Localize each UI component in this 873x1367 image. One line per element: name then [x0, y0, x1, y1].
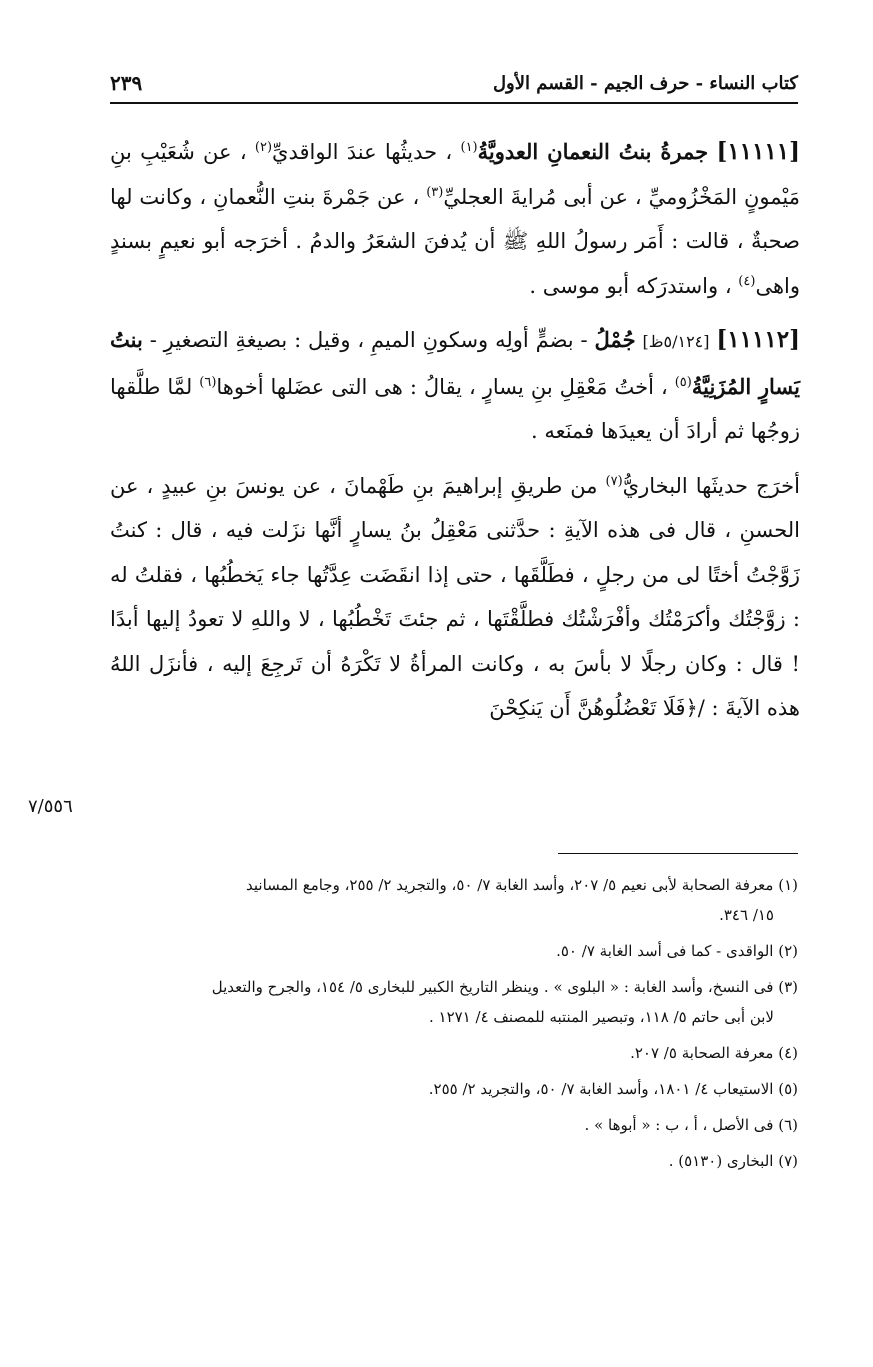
footnote: (٥) الاستيعاب ٤/ ١٨٠١، وأسد الغابة ٧/ ٥٠، والتجريد ٢/ ٢٥٥. [428, 1080, 798, 1098]
footnote-ref: (٧) [605, 473, 623, 489]
entry-name-full: بنتُ يَسارٍ المُزَنِيَّةُ [110, 327, 800, 399]
footnotes [110, 870, 798, 1182]
entry-name: جمرةُ بنتُ النعمانِ العدويَّةُ [477, 139, 709, 164]
footnote: (٣) فى النسخ، وأسد الغابة : « البلوى » . وينظر التاريخ الكبير للبخارى ٥/ ١٥٤، والجرح والتعديل لابن أبى حاتم ٥/ ١١٨، وتبصير المنتبه للمصنف ٤/ ١٢٧١ . [211, 978, 798, 1026]
entry-text: - بضمٍّ أولِه وسكونِ الميمِ ، وقيل : بصيغةِ التصغيرِ - [149, 328, 588, 352]
footnote-ref: (٤) [738, 273, 756, 289]
marginal-reference: ٧/٥٥٦ [28, 796, 73, 817]
footnote-ref: (٣) [426, 184, 444, 200]
footnote-ref: (١) [460, 140, 478, 155]
page-number: ٢٣٩ [110, 71, 143, 95]
running-title: كتاب النساء - حرف الجيم - القسم الأول [492, 72, 798, 94]
entry-text: ، واستدرَكه أبو موسى . [529, 273, 732, 298]
entry-11111 [110, 130, 800, 308]
entry-text: لمَّا طلَّقها زوجُها ثم أرادَ أن يعيدَها فمنَعه . [110, 374, 800, 443]
footnote-divider [558, 853, 798, 854]
footnote-ref: (٦) [199, 374, 217, 390]
main-text [110, 130, 800, 741]
hadith-paragraph [110, 464, 800, 731]
entry-name: جُمْلُ [594, 327, 636, 352]
entry-number: [١١١١١] [716, 138, 800, 165]
hadith-text: من طريقِ إبراهيمَ بنِ طَهْمانَ ، عن يونسَ بنِ عبيدٍ ، عن الحسنِ ، قال فى هذه الآيةِ : حدَّثنى مَعْقِلُ بنُ يسارٍ أنَّها نزَلت فيه ، قال : كنتُ زَوَّجْتُ أختًا لى من رجلٍ ، فطَلَّقَها ، حتى إذا انقَضَت عِدَّتُها جاء يَخطُبُها ، فقلتُ له : زوَّجْتُك وأكرَمْتُك وأفْرَشْتُك فطلَّقْتَها ، ثم جئتَ تَخْطُبُها ، لا واللهِ لا تعودُ إليها أبدًا ! قال : وكان رجلًا لا بأسَ به ، وكانت المرأةُ لا تَكْرَهُ أن تَرجِعَ إليه ، فأنزَل اللهُ هذه الآيةَ : /﴿فَلَا تَعْضُلُوهُنَّ أَن يَنكِحْنَ [110, 473, 800, 720]
manuscript-ref: [٥/١٢٤ظ] [642, 332, 710, 351]
footnote: (٤) معرفة الصحابة ٥/ ٢٠٧. [630, 1044, 798, 1062]
hadith-text: أخرَج حديثَها البخاريُّ [622, 473, 800, 498]
footnote: (٦) فى الأصل ، أ ، ب : « أبوها » . [584, 1116, 798, 1134]
entry-text: ، عن شُعَيْبِ بنِ مَيْمونٍ المَخْزُوميِّ ، عن أبى مُرايةَ العجليِّ [110, 140, 800, 209]
footnote: (١) معرفة الصحابة لأبى نعيم ٥/ ٢٠٧، وأسد الغابة ٧/ ٥٠، والتجريد ٢/ ٢٥٥، وجامع المسانيد ١٥/ ٣٤٦. [246, 876, 798, 924]
page-header [110, 64, 798, 104]
entry-text: ، عن جَمْرةَ بنتِ النُّعمانِ ، وكانت لها صحبةٌ ، قالت : أَمَر رسولُ اللهِ ﷺ أن يُدفنَ الشعَرُ والدمُ . أخرَجه أبو نعيمٍ بسندٍ واهى [110, 184, 800, 298]
footnote: (٧) البخارى (٥١٣٠) . [668, 1152, 798, 1170]
footnote: (٢) الواقدى - كما فى أسد الغابة ٧/ ٥٠. [556, 942, 798, 960]
entry-text: ، أختُ مَعْقِلِ بنِ يسارٍ ، يقالُ : هى التى عضَلها أخوها [216, 374, 668, 399]
entry-11112 [110, 318, 800, 454]
footnote-ref: (٥) [674, 374, 692, 390]
entry-text: ، حديثُها عندَ الواقديِّ [272, 140, 453, 164]
entry-number: [١١١١٢] [716, 326, 800, 353]
footnote-ref: (٢) [254, 140, 273, 155]
